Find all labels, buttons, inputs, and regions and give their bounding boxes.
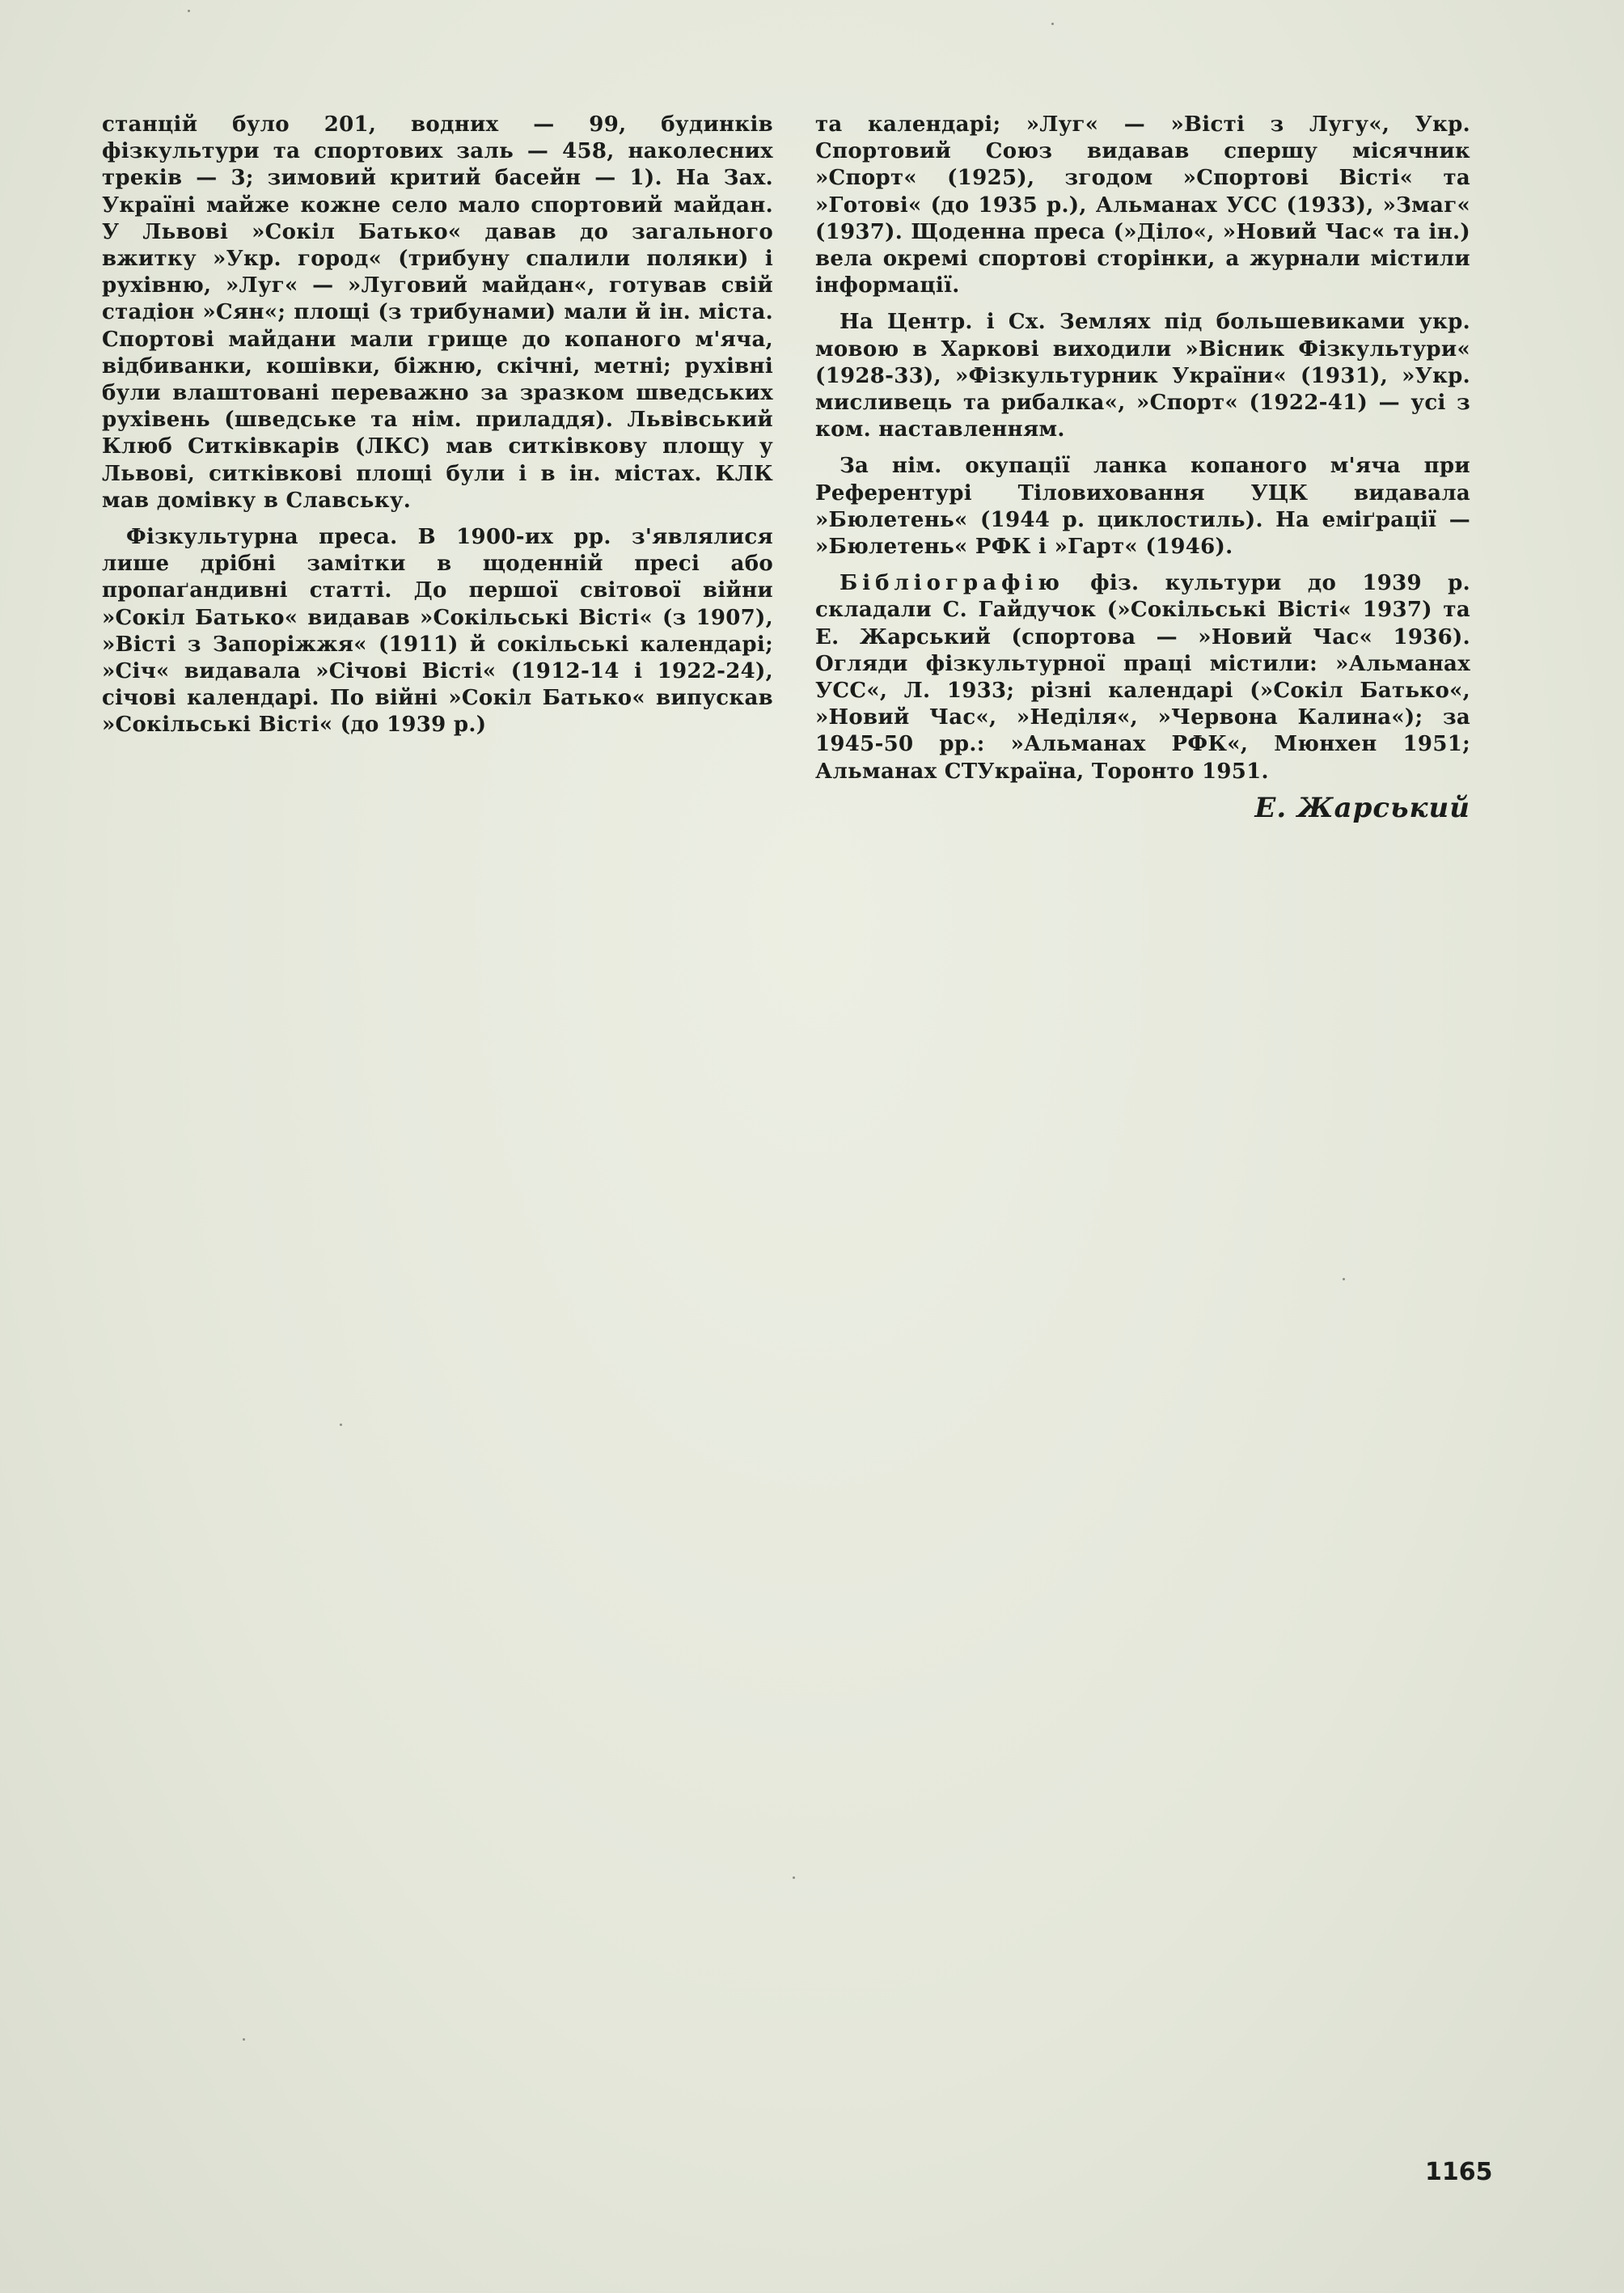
paper-speck	[1051, 23, 1054, 25]
left-column	[102, 112, 773, 749]
left-paragraph-1: станцій було 201, водних — 99, будинків фізкультури та спортових заль — 458, наколесних треків — 3; зимовий критий басейн — 1). На Зах. Україні майже кожне село мало спортовий майдан. У Львові »Сокіл Батько« давав до загального вжитку »Укр. город« (трибуну спалили поляки) і рухівню, »Луг« — »Луговий майдан«, готував свій стадіон »Сян«; площі (з трибунами) мали й ін. міста. Спортові майдани мали грище до копаного м'яча, відбиванки, кошівки, біжню, скічні, метні; рухівні були влаштовані переважно за зразком шведських рухівень (шведське та нім. приладдя). Львівський Клюб Ситківкарів (ЛКС) мав ситківкову площу у Львові, ситківкові площі були і в ін. містах. КЛК мав домівку в Славську.	[102, 112, 773, 513]
right-paragraph-2: На Центр. і Сх. Землях під большевиками укр. мовою в Харкові виходили »Вісник Фізкультури« (1928-33), »Фізкультурник України« (1931), »Укр. мисливець та рибалка«, »Спорт« (1922-41) — усі з ком. наставленням.	[815, 310, 1470, 442]
right-column	[815, 112, 1470, 822]
right-paragraph-4	[815, 570, 1470, 785]
paper-speck	[243, 2038, 245, 2041]
section-heading-fizkulturna-presa: Фізкультурна преса.	[126, 525, 398, 550]
left-paragraph-2	[102, 524, 773, 739]
paper-speck	[188, 10, 190, 12]
paper-speck	[340, 1424, 342, 1426]
bibliography-heading: Бібліографію	[839, 571, 1064, 596]
left-paragraph-2-text: В 1900-их рр. з'являлися лише дрібні замітки в щоденній пресі або пропаґандивні статті. До першої світової війни »Сокіл Батько« видавав »Сокільські Вісті« (з 1907), »Вісті з Запоріжжя« (1911) й сокільські календарі; »Січ« видавала »Січові Вісті« (1912-14 і 1922-24), січові календарі. По війні »Сокіл Батько« випускав »Сокільські Вісті« (до 1939 р.)	[102, 525, 773, 738]
paper-speck	[1343, 1278, 1345, 1280]
page-number: 1165	[1425, 2158, 1493, 2186]
right-paragraph-1: та календарі; »Луг« — »Вісті з Лугу«, Укр. Спортовий Союз видавав спершу місячник »Спорт« (1925), згодом »Спортові Вісті« та »Готові« (до 1935 р.), Альманах УСС (1933), »Змаг« (1937). Щоденна преса (»Діло«, »Новий Час« та ін.) вела окремі спортові сторінки, а журнали містили інформації.	[815, 112, 1470, 298]
author-signature: Е. Жарський	[1254, 791, 1470, 824]
right-paragraph-4-text: фіз. культури до 1939 р. складали С. Гайдучок (»Сокільські Вісті« 1937) та Е. Жарський (спортова — »Новий Час« 1936). Огляди фізкультурної праці містили: »Альманах УСС«, Л. 1933; різні календарі (»Сокіл Батько«, »Новий Час«, »Неділя«, »Червона Калина«); за 1945-50 рр.: »Альманах РФК«, Мюнхен 1951; Альманах СТУкраїна, Торонто 1951.	[815, 571, 1470, 784]
right-paragraph-3: За нім. окупації ланка копаного м'яча при Референтурі Тіловиховання УЦК видавала »Бюлетень« (1944 р. циклостиль). На еміґрації — »Бюлетень« РФК і »Гарт« (1946).	[815, 454, 1470, 560]
paper-speck	[793, 1876, 795, 1879]
